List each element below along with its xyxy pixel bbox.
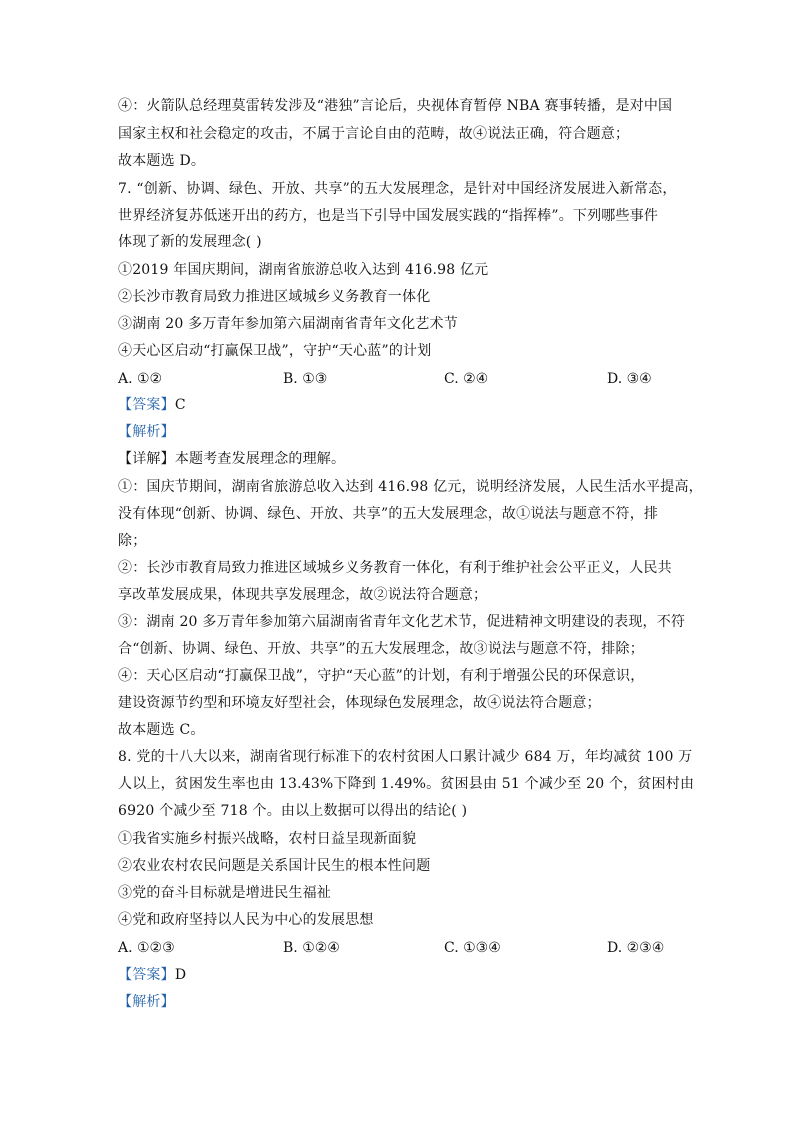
- explanation-line: ④：天心区启动“打赢保卫战”，守护“天心蓝”的计划，有利于增强公民的环保意识，: [118, 668, 645, 684]
- conclusion-line: 故本题选 C。: [118, 722, 205, 738]
- question-8-option-a: A. ①②③: [118, 940, 175, 956]
- explanation-line: 除；: [118, 533, 147, 549]
- explanation-line: ③：湖南 20 多万青年参加第六届湖南省青年文化艺术节，促进精神文明建设的表现，不符: [118, 614, 686, 630]
- question-7-answer: [118, 395, 186, 415]
- question-8-statement: ①我省实施乡村振兴战略，农村日益呈现新面貌: [118, 831, 417, 847]
- question-7-statement: ③湖南 20 多万青年参加第六届湖南省青年文化艺术节: [118, 316, 458, 332]
- question-8-option-d: D. ②③④: [607, 940, 665, 956]
- question-8-answer: [118, 965, 186, 985]
- question-8-option-c: C. ①③④: [444, 940, 501, 956]
- explanation-line: ②：长沙市教育局致力推进区域城乡义务教育一体化，有利于维护社会公平正义，人民共: [118, 560, 672, 576]
- question-7-option-d: D. ③④: [607, 371, 652, 387]
- question-7-option-a: A. ①②: [118, 371, 163, 387]
- explanation-line: 享改革发展成果，体现共享发展理念，故②说法符合题意；: [118, 587, 488, 603]
- answer-tag: 【答案】: [118, 397, 175, 413]
- question-7-statement: ①2019 年国庆期间，湖南省旅游总收入达到 416.98 亿元: [118, 262, 489, 278]
- question-7-statement: ④天心区启动“打赢保卫战”，守护“天心蓝”的计划: [118, 343, 432, 359]
- answer-tag: 【答案】: [118, 967, 175, 983]
- question-7-statement: ②长沙市教育局致力推进区域城乡义务教育一体化: [118, 289, 431, 305]
- question-7-option-b: B. ①③: [283, 371, 328, 387]
- question-8-statement: ②农业农村农民问题是关系国计民生的根本性问题: [118, 858, 431, 874]
- analysis-tag: 【解析】: [118, 994, 175, 1010]
- question-8-statement: ④党和政府坚持以人民为中心的发展思想: [118, 912, 374, 928]
- explanation-line: ④：火箭队总经理莫雷转发涉及“港独”言论后，央视体育暂停 NBA 赛事转播，是对中国: [118, 98, 673, 114]
- analysis-tag: 【解析】: [118, 424, 175, 440]
- conclusion-line: 故本题选 D。: [118, 153, 206, 169]
- explanation-line: 建设资源节约型和环境友好型社会，体现绿色发展理念，故④说法符合题意；: [118, 695, 601, 711]
- question-8-stem: 8. 党的十八大以来，湖南省现行标准下的农村贫困人口累计减少 684 万，年均减贫 100 万: [118, 749, 693, 765]
- explanation-line: ①：国庆节期间，湖南省旅游总收入达到 416.98 亿元，说明经济发展，人民生活水平提高，: [118, 479, 703, 495]
- question-7-stem: 世界经济复苏低迷开出的药方，也是当下引导中国发展实践的“指挥棒”。下列哪些事件: [118, 208, 659, 224]
- question-8-statement: ③党的奋斗目标就是增进民生福祉: [118, 885, 331, 901]
- question-7-stem: 体现了新的发展理念( ): [118, 234, 262, 250]
- explanation-line: 合“创新、协调、绿色、开放、共享”的五大发展理念，故③说法与题意不符，排除；: [118, 641, 644, 657]
- detail-line: [118, 449, 345, 469]
- detail-tag: 【详解】: [118, 451, 175, 467]
- answer-value: C: [174, 397, 186, 413]
- detail-text: 本题考查发展理念的理解。: [174, 451, 346, 467]
- question-7-option-c: C. ②④: [444, 371, 489, 387]
- question-7-stem: 7. “创新、协调、绿色、开放、共享”的五大发展理念，是针对中国经济发展进入新常态，: [118, 181, 677, 197]
- answer-value: D: [174, 967, 187, 983]
- question-8-stem: 人以上，贫困发生率也由 13.43%下降到 1.49%。贫困县由 51 个减少至 20 个，贫困村由: [118, 776, 695, 792]
- question-8-stem: 6920 个减少至 718 个。由以上数据可以得出的结论( ): [118, 803, 468, 819]
- explanation-line: 没有体现“创新、协调、绿色、开放、共享”的五大发展理念，故①说法与题意不符，排: [118, 506, 659, 522]
- explanation-line: 国家主权和社会稳定的攻击，不属于言论自由的范畴，故④说法正确，符合题意；: [118, 126, 630, 142]
- question-8-option-b: B. ①②④: [283, 940, 340, 956]
